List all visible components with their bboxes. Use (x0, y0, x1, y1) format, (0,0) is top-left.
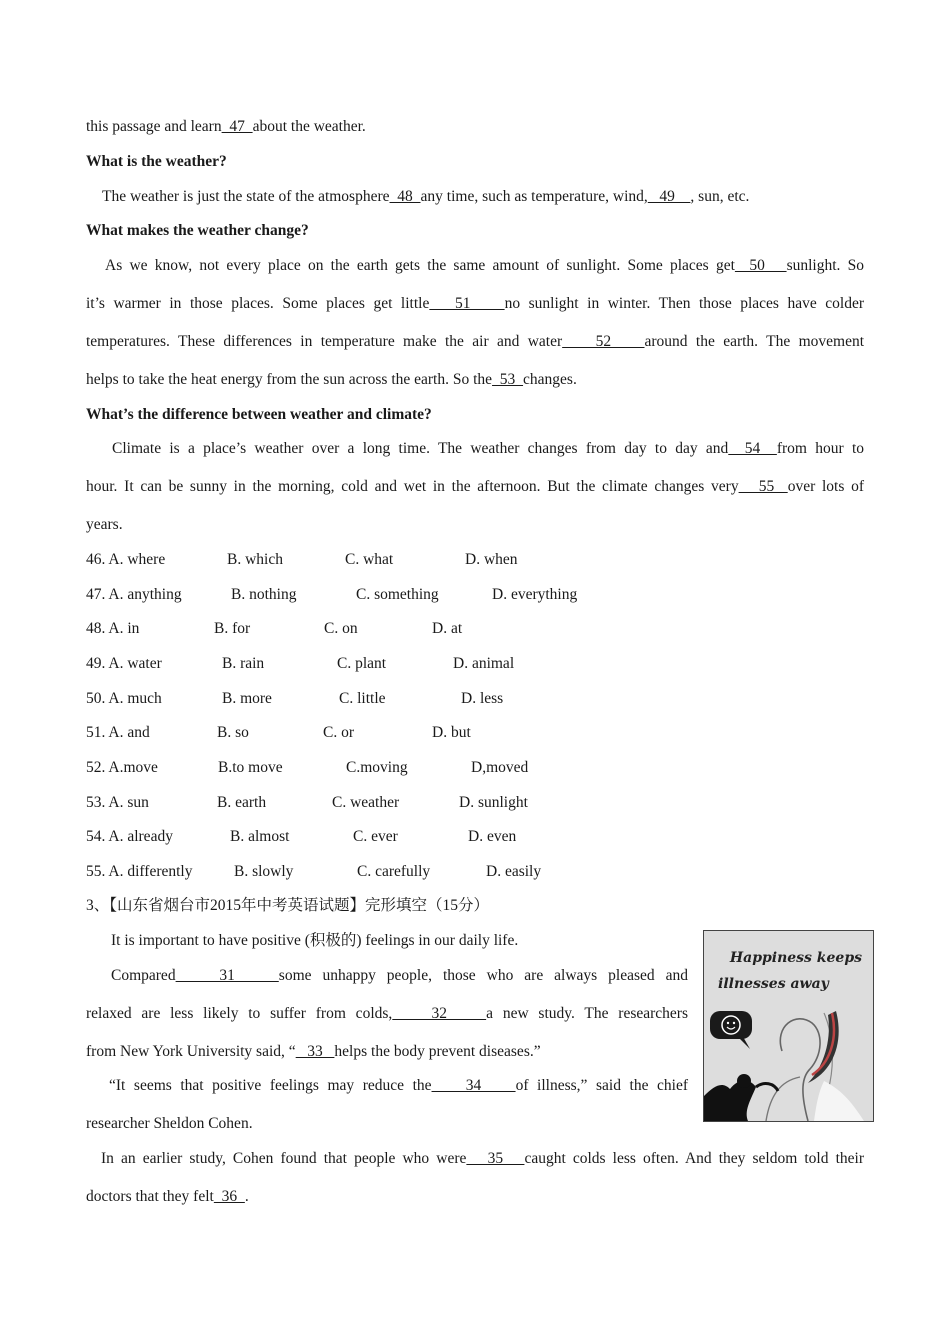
passage-line: from New York University said, “ 33 helps the body prevent diseases.” (86, 1043, 541, 1060)
option-row: 55. A. differently B. slowly C. carefully D. easily (86, 863, 542, 880)
section-heading: What makes the weather change? (86, 222, 309, 239)
blank-53: 53 (492, 371, 524, 388)
blank-33: 33 (295, 1043, 335, 1060)
passage-line: it’s warmer in those places. Some places get little 51 no sunlight in winter. Then those places have colder (86, 295, 865, 312)
option-row: 49. A. water B. rain C. plant D. animal (86, 655, 515, 672)
blank-50: 50 (734, 257, 787, 274)
section-heading: What’s the difference between weather and climate? (86, 406, 432, 423)
illustration-caption: Happiness keeps illnesses away (718, 950, 862, 992)
passage-line: Climate is a place’s weather over a long time. The weather changes from day to day and 54 from hour to (112, 440, 865, 457)
option-row: 50. A. much B. more C. little D. less (86, 690, 504, 707)
passage-line: doctors that they felt 36 . (86, 1188, 249, 1205)
section-heading: What is the weather? (86, 153, 227, 170)
happiness-illustration (703, 930, 874, 1122)
passage-line: Compared 31 some unhappy people, those who are always pleased and (111, 967, 688, 984)
option-row: 54. A. already B. almost C. ever D. even (86, 828, 517, 845)
option-row: 47. A. anything B. nothing C. something D. everything (86, 586, 578, 603)
blank-48: 48 (389, 188, 421, 205)
passage-line: It is important to have positive (积极的) feelings in our daily life. (111, 932, 519, 949)
passage-line: this passage and learn 47 about the weather. (86, 118, 366, 135)
passage-line: years. (86, 516, 123, 533)
passage-line: temperatures. These differences in temperature make the air and water 52 around the earth. The movement (86, 333, 865, 350)
blank-31: 31 (175, 967, 279, 984)
blank-36: 36 (213, 1188, 245, 1205)
passage-line: In an earlier study, Cohen found that people who were 35 caught colds less often. And they seldom told their (101, 1150, 864, 1167)
option-row: 53. A. sun B. earth C. weather D. sunlight (86, 794, 528, 811)
blank-47: 47 (221, 118, 253, 135)
blank-54: 54 (728, 440, 777, 457)
section-title: 3、【山东省烟台市2015年中考英语试题】完形填空（15分） (86, 897, 490, 914)
passage-line: “It seems that positive feelings may reduce the 34 of illness,” said the chief (109, 1077, 688, 1094)
option-row: 51. A. and B. so C. or D. but (86, 724, 471, 741)
passage-line: The weather is just the state of the atmosphere 48 any time, such as temperature, wind, 49 , sun, etc. (102, 188, 750, 205)
blank-49: 49 (647, 188, 691, 205)
blank-55: 55 (738, 478, 788, 495)
passage-line: As we know, not every place on the earth gets the same amount of sunlight. Some places get 50 sunlight. So (105, 257, 864, 274)
passage-line: hour. It can be sunny in the morning, cold and wet in the afternoon. But the climate changes very 55 over lots of (86, 478, 864, 495)
blank-52: 52 (562, 333, 645, 350)
option-row: 46. A. where B. which C. what D. when (86, 551, 518, 568)
blank-34: 34 (431, 1077, 516, 1094)
blank-51: 51 (429, 295, 505, 312)
option-row: 52. A.move B.to move C.moving D,moved (86, 759, 529, 776)
passage-line: helps to take the heat energy from the sun across the earth. So the 53 changes. (86, 371, 577, 388)
passage-line: researcher Sheldon Cohen. (86, 1115, 253, 1132)
blank-35: 35 (466, 1150, 525, 1167)
passage-line: relaxed are less likely to suffer from colds, 32 a new study. The researchers (86, 1005, 688, 1022)
blank-32: 32 (392, 1005, 487, 1022)
option-row: 48. A. in B. for C. on D. at (86, 620, 463, 637)
